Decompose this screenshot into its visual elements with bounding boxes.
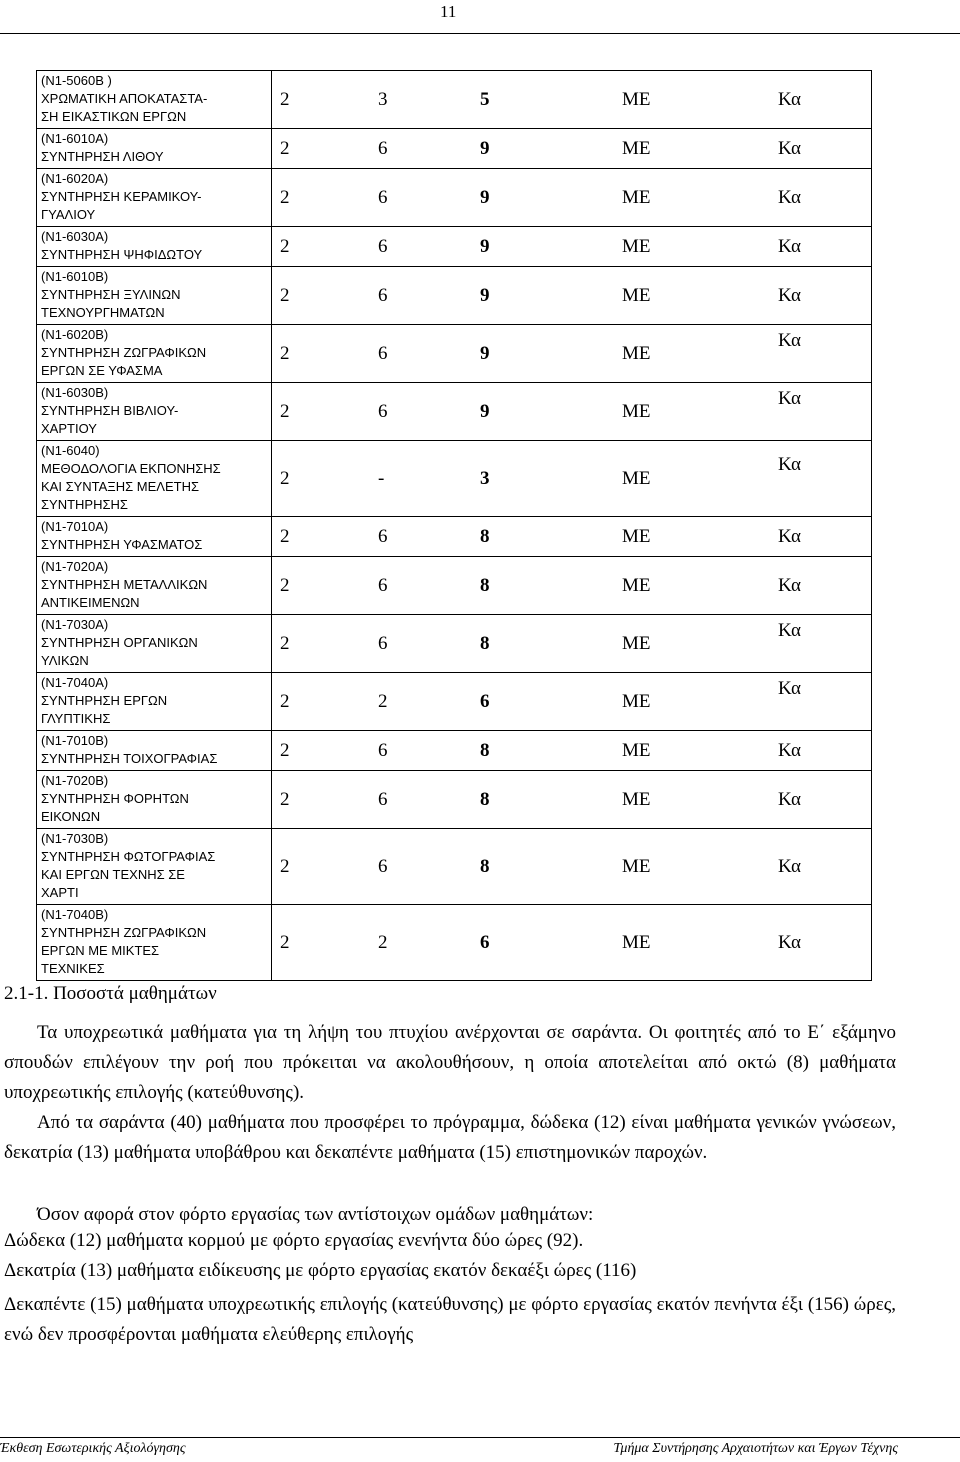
course-category: Κα: [778, 678, 801, 699]
course-description-line: ΧΑΡΤΙΟΥ: [41, 421, 97, 436]
course-description: [37, 325, 272, 383]
course-description-line: (Ν1-7010Α): [41, 519, 109, 534]
course-type: ΜΕ: [622, 633, 651, 654]
course-description-line: (Ν1-7010Β): [41, 733, 109, 748]
hours-value: 2: [280, 575, 290, 596]
course-values: [272, 829, 872, 905]
course-type: ΜΕ: [622, 740, 651, 761]
hours-value: 2: [280, 236, 290, 257]
table-row: [37, 227, 872, 267]
ects-value: 9: [480, 138, 490, 159]
course-description-line: (Ν1-7020Α): [41, 559, 109, 574]
hours-value: 2: [280, 633, 290, 654]
course-description-line: ΣΥΝΤΗΡΗΣΗ ΞΥΛΙΝΩΝ: [41, 287, 181, 302]
footer-rule: [0, 1437, 960, 1438]
course-type: ΜΕ: [622, 575, 651, 596]
paragraph-1: Τα υποχρεωτικά μαθήματα για τη λήψη του πτυχίου ανέρχονται σε σαράντα. Οι φοιτητές από το Ε΄ εξάμηνο σπουδών επιλέγουν την ροή που πρόκειται να ακολουθήσουν, η οποία αποτελείται από οκτώ (8) μαθήματα υποχρεωτικής επιλογής (κατεύθυνσης).: [4, 1022, 896, 1103]
course-description-line: ΣΥΝΤΗΡΗΣΗ ΒΙΒΛΙΟΥ-: [41, 403, 179, 418]
course-category: Κα: [778, 856, 801, 877]
ects-value: 9: [480, 285, 490, 306]
course-description-line: ΣΥΝΤΗΡΗΣΗ ΨΗΦΙΔΩΤΟΥ: [41, 247, 203, 262]
course-category: Κα: [778, 388, 801, 409]
course-description-line: ΧΡΩΜΑΤΙΚΗ ΑΠΟΚΑΤΑΣΤΑ-: [41, 91, 208, 106]
course-type: ΜΕ: [622, 236, 651, 257]
course-description: [37, 905, 272, 981]
table-row: [37, 829, 872, 905]
course-description-line: ΕΡΓΩΝ ΜΕ ΜΙΚΤΕΣ: [41, 943, 160, 958]
workload-line-2: Δεκατρία (13) μαθήματα ειδίκευσης με φόρτο εργασίας εκατόν δεκαέξι ώρες (116): [4, 1260, 637, 1281]
ects-value: 8: [480, 740, 490, 761]
course-type: ΜΕ: [622, 187, 651, 208]
course-values: [272, 771, 872, 829]
course-type: ΜΕ: [622, 789, 651, 810]
course-values: [272, 169, 872, 227]
course-values: [272, 905, 872, 981]
footer-left: Έκθεση Εσωτερικής Αξιολόγησης: [0, 1441, 186, 1456]
course-type: ΜΕ: [622, 138, 651, 159]
course-description-line: ΣΥΝΤΗΡΗΣΗ ΕΡΓΩΝ: [41, 693, 168, 708]
lab-value: 6: [378, 575, 388, 596]
ects-value: 8: [480, 789, 490, 810]
course-description-line: ΧΑΡΤΙ: [41, 885, 79, 900]
course-description-line: (Ν1-7040Α): [41, 675, 109, 690]
table-row: [37, 731, 872, 771]
course-values: [272, 615, 872, 673]
hours-value: 2: [280, 401, 290, 422]
course-description-line: (Ν1-6030Β): [41, 385, 109, 400]
ects-value: 9: [480, 187, 490, 208]
table-row: [37, 383, 872, 441]
course-description-line: (Ν1-5060Β ): [41, 73, 112, 88]
lab-value: 2: [378, 932, 388, 953]
course-description-line: (Ν1-6020Α): [41, 171, 109, 186]
lab-value: 3: [378, 89, 388, 110]
hours-value: 2: [280, 343, 290, 364]
hours-value: 2: [280, 932, 290, 953]
hours-value: 2: [280, 691, 290, 712]
hours-value: 2: [280, 138, 290, 159]
course-description-line: (Ν1-6010Α): [41, 131, 109, 146]
ects-value: 3: [480, 468, 490, 489]
hours-value: 2: [280, 856, 290, 877]
course-description: [37, 129, 272, 169]
lab-value: 2: [378, 691, 388, 712]
lab-value: 6: [378, 633, 388, 654]
course-description-line: ΣΥΝΤΗΡΗΣΗ ΥΦΑΣΜΑΤΟΣ: [41, 537, 203, 552]
course-description-line: ΣΥΝΤΗΡΗΣΗ ΜΕΤΑΛΛΙΚΩΝ: [41, 577, 208, 592]
course-description-line: ΓΛΥΠΤΙΚΗΣ: [41, 711, 111, 726]
paragraph-2: Από τα σαράντα (40) μαθήματα που προσφέρει το πρόγραμμα, δώδεκα (12) είναι μαθήματα γενικών γνώσεων, δεκατρία (13) μαθήματα υποβάθρου και δεκαπέντε μαθήματα (15) επιστημονικών παροχών.: [4, 1112, 896, 1163]
ects-value: 8: [480, 633, 490, 654]
lab-value: 6: [378, 138, 388, 159]
course-description-line: ΣΥΝΤΗΡΗΣΗ ΖΩΓΡΑΦΙΚΩΝ: [41, 345, 207, 360]
course-type: ΜΕ: [622, 525, 651, 547]
course-values: [272, 227, 872, 267]
course-type: ΜΕ: [622, 691, 651, 712]
paragraph-3: Όσον αφορά στον φόρτο εργασίας των αντίστοιχων ομάδων μαθημάτων:: [37, 1204, 594, 1225]
workload-line-1: Δώδεκα (12) μαθήματα κορμού με φόρτο εργασίας ενενήντα δύο ώρες (92).: [4, 1230, 584, 1251]
course-description-line: ΜΕΘΟΔΟΛΟΓΙΑ ΕΚΠΟΝΗΣΗΣ: [41, 461, 221, 476]
course-category: Κα: [778, 740, 801, 761]
course-category: Κα: [778, 620, 801, 641]
table-row: [37, 325, 872, 383]
course-description: [37, 829, 272, 905]
table-row: [37, 441, 872, 517]
course-description-line: (Ν1-6020Β): [41, 327, 109, 342]
table-row: [37, 905, 872, 981]
course-description: [37, 517, 272, 557]
course-description-line: ΣΥΝΤΗΡΗΣΗ ΟΡΓΑΝΙΚΩΝ: [41, 635, 198, 650]
course-description-line: ΕΙΚΟΝΩΝ: [41, 809, 101, 824]
course-type: ΜΕ: [622, 468, 651, 489]
table-row: [37, 169, 872, 227]
lab-value: 6: [378, 856, 388, 877]
lab-value: -: [378, 468, 385, 489]
course-type: ΜΕ: [622, 89, 651, 110]
course-description-line: ΤΕΧΝΟΥΡΓΗΜΑΤΩΝ: [41, 305, 165, 320]
course-description: [37, 227, 272, 267]
course-values: [272, 325, 872, 383]
workload-line-3: Δεκαπέντε (15) μαθήματα υποχρεωτικής επιλογής (κατεύθυνσης) με φόρτο εργασίας εκατόν πενήντα έξι (156) ώρες, ενώ δεν προσφέρονται μαθήματα ελεύθερης επιλογής: [4, 1294, 896, 1345]
ects-value: 8: [480, 856, 490, 877]
course-description-line: ΥΛΙΚΩΝ: [41, 653, 89, 668]
page-number: 11: [440, 2, 457, 21]
course-category: Κα: [778, 575, 801, 596]
hours-value: 2: [280, 89, 290, 110]
ects-value: 6: [480, 932, 490, 953]
lab-value: 6: [378, 343, 388, 364]
course-description-line: ΣΥΝΤΗΡΗΣΗ ΤΟΙΧΟΓΡΑΦΙΑΣ: [41, 751, 218, 766]
course-description: [37, 383, 272, 441]
course-description-line: ΚΑΙ ΣΥΝΤΑΞΗΣ ΜΕΛΕΤΗΣ: [41, 479, 200, 494]
course-type: ΜΕ: [622, 285, 651, 306]
course-description-line: ΣΗ ΕΙΚΑΣΤΙΚΩΝ ΕΡΓΩΝ: [41, 109, 187, 124]
ects-value: 8: [480, 525, 490, 547]
table-row: [37, 673, 872, 731]
course-category: Κα: [778, 285, 801, 306]
course-values: [272, 71, 872, 129]
hours-value: 2: [280, 789, 290, 810]
course-description: [37, 267, 272, 325]
lab-value: 6: [378, 187, 388, 208]
course-description: [37, 441, 272, 517]
course-type: ΜΕ: [622, 343, 651, 364]
lab-value: 6: [378, 401, 388, 422]
ects-value: 9: [480, 401, 490, 422]
table-row: [37, 267, 872, 325]
course-description-line: ΣΥΝΤΗΡΗΣΗ ΖΩΓΡΑΦΙΚΩΝ: [41, 925, 207, 940]
course-values: [272, 129, 872, 169]
course-category: Κα: [778, 330, 801, 351]
course-description-line: ΚΑΙ ΕΡΓΩΝ ΤΕΧΝΗΣ ΣΕ: [41, 867, 185, 882]
course-category: Κα: [778, 187, 801, 208]
table-row: [37, 615, 872, 673]
course-type: ΜΕ: [622, 401, 651, 422]
course-description-line: (Ν1-7020Β): [41, 773, 109, 788]
course-description-line: ΣΥΝΤΗΡΗΣΗ ΦΟΡΗΤΩΝ: [41, 791, 189, 806]
course-values: [272, 731, 872, 771]
ects-value: 5: [480, 89, 490, 110]
course-description-line: ΣΥΝΤΗΡΗΣΗ ΚΕΡΑΜΙΚΟΥ-: [41, 189, 202, 204]
course-description-line: ΣΥΝΤΗΡΗΣΗ ΛΙΘΟΥ: [41, 149, 164, 164]
course-values: [272, 267, 872, 325]
ects-value: 9: [480, 236, 490, 257]
table-row: [37, 129, 872, 169]
course-type: ΜΕ: [622, 856, 651, 877]
hours-value: 2: [280, 187, 290, 208]
course-description-line: (Ν1-6040): [41, 443, 100, 458]
lab-value: 6: [378, 236, 388, 257]
hours-value: 2: [280, 740, 290, 761]
course-description-line: ΑΝΤΙΚΕΙΜΕΝΩΝ: [41, 595, 140, 610]
course-category: Κα: [778, 138, 801, 159]
hours-value: 2: [280, 525, 290, 547]
ects-value: 8: [480, 575, 490, 596]
footer-right: Τμήμα Συντήρησης Αρχαιοτήτων και Έργων Τέχνης: [613, 1441, 898, 1456]
course-description: [37, 71, 272, 129]
course-description: [37, 731, 272, 771]
course-values: [272, 517, 872, 557]
lab-value: 6: [378, 285, 388, 306]
course-description: [37, 673, 272, 731]
header-rule: [0, 33, 960, 34]
course-category: Κα: [778, 454, 801, 475]
course-description-line: (Ν1-6030Α): [41, 229, 109, 244]
course-type: ΜΕ: [622, 932, 651, 953]
course-description: [37, 169, 272, 227]
course-description-line: ΕΡΓΩΝ ΣΕ ΥΦΑΣΜΑ: [41, 363, 163, 378]
course-description-line: (Ν1-7030Α): [41, 617, 109, 632]
course-values: [272, 557, 872, 615]
course-values: [272, 441, 872, 517]
ects-value: 9: [480, 343, 490, 364]
course-description-line: (Ν1-6010Β): [41, 269, 109, 284]
course-category: Κα: [778, 89, 801, 110]
course-values: [272, 673, 872, 731]
section-heading: 2.1-1. Ποσοστά μαθημάτων: [4, 983, 217, 1004]
table-row: [37, 771, 872, 829]
course-description-line: ΣΥΝΤΗΡΗΣΗ ΦΩΤΟΓΡΑΦΙΑΣ: [41, 849, 216, 864]
course-description: [37, 771, 272, 829]
ects-value: 6: [480, 691, 490, 712]
course-description-line: (Ν1-7040Β): [41, 907, 109, 922]
table-row: [37, 517, 872, 557]
course-category: Κα: [778, 932, 801, 953]
course-description-line: ΤΕΧΝΙΚΕΣ: [41, 961, 105, 976]
lab-value: 6: [378, 740, 388, 761]
lab-value: 6: [378, 525, 388, 547]
courses-table: [36, 70, 872, 981]
course-category: Κα: [778, 525, 801, 547]
table-row: [37, 557, 872, 615]
hours-value: 2: [280, 285, 290, 306]
course-category: Κα: [778, 789, 801, 810]
course-description-line: ΓΥΑΛΙΟΥ: [41, 207, 96, 222]
course-values: [272, 383, 872, 441]
course-category: Κα: [778, 236, 801, 257]
lab-value: 6: [378, 789, 388, 810]
course-description: [37, 557, 272, 615]
table-row: [37, 71, 872, 129]
hours-value: 2: [280, 468, 290, 489]
course-description: [37, 615, 272, 673]
course-description-line: ΣΥΝΤΗΡΗΣΗΣ: [41, 497, 128, 512]
course-description-line: (Ν1-7030Β): [41, 831, 109, 846]
